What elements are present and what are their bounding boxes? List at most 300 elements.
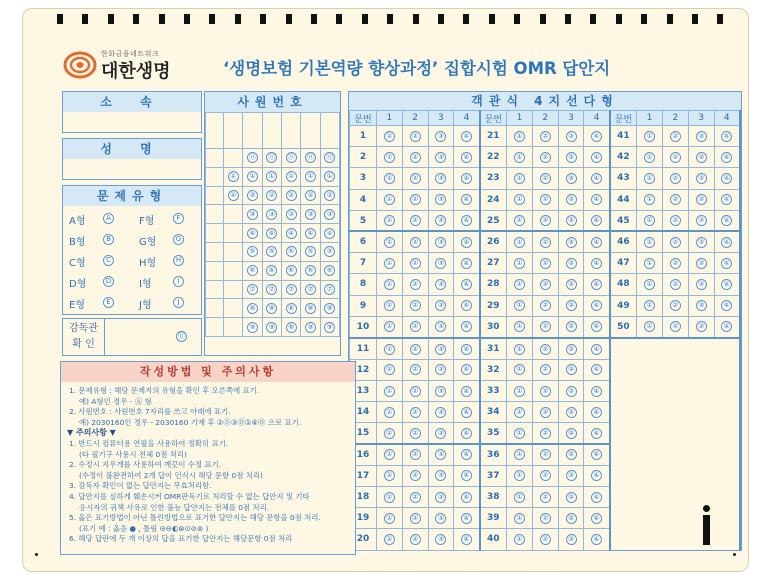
employee-digit-write-cell[interactable] (320, 113, 339, 149)
answer-cell (402, 423, 428, 444)
answer-bubble[interactable]: ③ (566, 386, 577, 397)
answer-bubble[interactable]: ① (384, 364, 395, 375)
answer-cell (376, 465, 402, 486)
employee-digit-write-cell[interactable] (281, 113, 300, 149)
employee-digit-bubble[interactable]: ⑦ (324, 284, 335, 295)
problem-type-bubble[interactable]: D (103, 276, 114, 287)
answer-bubble[interactable]: ② (540, 428, 551, 439)
answer-bubble[interactable]: ④ (721, 152, 732, 163)
answer-bubble[interactable]: ③ (435, 364, 446, 375)
answer-bubble[interactable]: ③ (696, 237, 707, 248)
answer-bubble[interactable]: ② (540, 513, 551, 524)
answer-bubble[interactable]: ③ (566, 321, 577, 332)
employee-digit-bubble[interactable]: ③ (305, 209, 316, 220)
answer-bubble[interactable]: ① (514, 194, 525, 205)
answer-bubble[interactable]: ④ (461, 321, 472, 332)
answer-bubble[interactable]: ③ (566, 492, 577, 503)
answer-bubble[interactable]: ④ (461, 131, 472, 142)
employee-digit-bubble[interactable]: ② (324, 190, 335, 201)
employee-digit-bubble[interactable]: ⑦ (286, 284, 297, 295)
answer-bubble[interactable]: ① (514, 364, 525, 375)
answer-bubble[interactable]: ① (384, 300, 395, 311)
employee-digit-bubble[interactable]: ② (286, 190, 297, 201)
answer-bubble[interactable]: ③ (566, 534, 577, 545)
answer-bubble[interactable]: ① (384, 344, 395, 355)
answer-bubble[interactable]: ③ (696, 300, 707, 311)
employee-digit-bubble[interactable]: ⑥ (305, 265, 316, 276)
supervisor-bubble[interactable]: ⑪ (178, 332, 185, 340)
answer-bubble[interactable]: ② (410, 152, 421, 163)
answer-bubble[interactable]: ③ (566, 194, 577, 205)
employee-digit-bubble[interactable]: ⑧ (324, 303, 335, 314)
problem-type-bubble[interactable]: J (173, 297, 184, 308)
answer-bubble[interactable]: ② (670, 237, 681, 248)
answer-bubble[interactable]: ③ (566, 300, 577, 311)
employee-digit-write-cell[interactable] (224, 113, 243, 149)
employee-digit-bubble[interactable]: ⑨ (305, 322, 316, 333)
answer-bubble[interactable]: ③ (435, 279, 446, 290)
answer-bubble[interactable]: ④ (461, 344, 472, 355)
answer-bubble[interactable]: ④ (591, 237, 602, 248)
answer-bubble[interactable]: ③ (435, 152, 446, 163)
answer-bubble[interactable]: ② (670, 321, 681, 332)
employee-digit-bubble[interactable]: ⑤ (305, 246, 316, 257)
employee-digit-write-cell[interactable] (262, 113, 281, 149)
answer-bubble[interactable]: ④ (591, 300, 602, 311)
answer-cell (714, 253, 740, 274)
employee-digit-bubble[interactable]: ⑤ (286, 246, 297, 257)
answer-bubble[interactable]: ④ (461, 407, 472, 418)
employee-digit-bubble[interactable]: ⑥ (286, 265, 297, 276)
answer-bubble[interactable]: ① (384, 258, 395, 269)
employee-digit-bubble[interactable]: ① (286, 171, 297, 182)
answer-bubble[interactable]: ③ (566, 513, 577, 524)
answer-bubble[interactable]: ④ (461, 279, 472, 290)
answer-bubble[interactable]: ① (384, 513, 395, 524)
answer-cell (558, 465, 584, 486)
answer-bubble[interactable]: ② (540, 386, 551, 397)
answer-bubble[interactable]: ③ (566, 364, 577, 375)
answer-bubble[interactable]: ④ (721, 173, 732, 184)
employee-digit-bubble[interactable]: ② (305, 190, 316, 201)
answer-bubble[interactable]: ② (540, 321, 551, 332)
answer-bubble[interactable]: ④ (721, 215, 732, 226)
answer-bubble[interactable]: ④ (461, 470, 472, 481)
answer-bubble[interactable]: ① (644, 173, 655, 184)
answer-bubble[interactable]: ④ (461, 449, 472, 460)
answer-bubble[interactable]: ③ (435, 131, 446, 142)
answer-bubble[interactable]: ① (514, 300, 525, 311)
answer-bubble[interactable]: ① (644, 321, 655, 332)
employee-digit-bubble[interactable]: ④ (324, 228, 335, 239)
employee-digit-bubble[interactable]: ① (228, 171, 239, 182)
answer-cell (454, 147, 480, 168)
answer-bubble[interactable]: ③ (435, 300, 446, 311)
answer-bubble[interactable]: ① (514, 534, 525, 545)
answer-bubble[interactable]: ① (514, 428, 525, 439)
answer-bubble[interactable]: ③ (566, 279, 577, 290)
employee-digit-bubble[interactable]: ⑦ (266, 284, 277, 295)
answer-bubble[interactable]: ④ (461, 428, 472, 439)
employee-digit-bubble[interactable]: ⑧ (247, 303, 258, 314)
employee-digit-bubble[interactable]: ⑨ (324, 322, 335, 333)
employee-digit-bubble[interactable]: ⑤ (266, 246, 277, 257)
answer-bubble[interactable]: ② (410, 131, 421, 142)
answer-bubble[interactable]: ④ (591, 215, 602, 226)
answer-bubble[interactable]: ② (410, 470, 421, 481)
question-number-header: 문번 (610, 111, 637, 126)
answer-bubble[interactable]: ② (540, 492, 551, 503)
answer-bubble[interactable]: ③ (435, 386, 446, 397)
answer-bubble[interactable]: ① (384, 173, 395, 184)
problem-type-bubble[interactable]: H (173, 255, 184, 266)
answer-bubble[interactable]: ④ (461, 258, 472, 269)
answer-bubble[interactable]: ② (670, 300, 681, 311)
answer-bubble[interactable]: ④ (461, 513, 472, 524)
question-number: 33 (480, 381, 507, 402)
answer-bubble[interactable]: ① (514, 279, 525, 290)
employee-digit-bubble[interactable]: ① (324, 171, 335, 182)
answer-bubble[interactable]: ④ (591, 386, 602, 397)
answer-bubble[interactable]: ① (384, 534, 395, 545)
answer-bubble[interactable]: ③ (435, 492, 446, 503)
employee-digit-bubble[interactable]: ① (247, 171, 258, 182)
answer-bubble[interactable]: ① (384, 428, 395, 439)
employee-digit-write-cell[interactable] (206, 113, 224, 149)
answer-bubble[interactable]: ③ (696, 215, 707, 226)
answer-bubble[interactable]: ③ (696, 194, 707, 205)
employee-digit-bubble[interactable]: ② (266, 190, 277, 201)
answer-bubble[interactable]: ② (410, 194, 421, 205)
answer-bubble[interactable]: ① (644, 194, 655, 205)
answer-bubble[interactable]: ② (540, 152, 551, 163)
answer-bubble[interactable]: ② (540, 173, 551, 184)
answer-bubble[interactable]: ② (410, 344, 421, 355)
answer-bubble[interactable]: ③ (435, 321, 446, 332)
answer-bubble[interactable]: ③ (696, 152, 707, 163)
answer-bubble[interactable]: ④ (461, 152, 472, 163)
answer-bubble[interactable]: ② (670, 279, 681, 290)
answer-bubble[interactable]: ③ (566, 131, 577, 142)
answer-bubble[interactable]: ② (540, 470, 551, 481)
answer-bubble[interactable]: ② (670, 194, 681, 205)
answer-bubble[interactable]: ② (540, 258, 551, 269)
answer-bubble[interactable]: ④ (721, 237, 732, 248)
answer-bubble[interactable]: ④ (591, 173, 602, 184)
answer-bubble[interactable]: ② (410, 279, 421, 290)
answer-bubble[interactable]: ① (644, 237, 655, 248)
employee-digit-write-cell[interactable] (301, 113, 320, 149)
answer-bubble[interactable]: ③ (566, 428, 577, 439)
employee-digit-bubble[interactable]: ⓪ (326, 153, 334, 162)
problem-type-bubble[interactable]: E (103, 297, 114, 308)
answer-bubble[interactable]: ③ (566, 237, 577, 248)
employee-digit-bubble[interactable]: ⑧ (286, 303, 297, 314)
answer-bubble[interactable]: ② (540, 407, 551, 418)
answer-bubble[interactable]: ④ (591, 344, 602, 355)
answer-bubble[interactable]: ③ (435, 258, 446, 269)
answer-bubble[interactable]: ② (410, 407, 421, 418)
answer-bubble[interactable]: ② (540, 449, 551, 460)
answer-bubble[interactable]: ④ (591, 279, 602, 290)
answer-bubble[interactable]: ④ (591, 364, 602, 375)
answer-bubble[interactable]: ② (410, 386, 421, 397)
answer-bubble[interactable]: ② (410, 237, 421, 248)
answer-bubble[interactable]: ③ (696, 321, 707, 332)
answer-bubble[interactable]: ④ (591, 152, 602, 163)
answer-bubble[interactable]: ① (384, 152, 395, 163)
answer-bubble[interactable]: ② (410, 215, 421, 226)
employee-digit-bubble[interactable]: ① (305, 171, 316, 182)
answer-bubble[interactable]: ④ (591, 321, 602, 332)
answer-bubble[interactable]: ② (670, 131, 681, 142)
answer-bubble[interactable]: ② (410, 364, 421, 375)
answer-bubble[interactable]: ② (410, 258, 421, 269)
employee-digit-bubble[interactable]: ⓪ (268, 153, 276, 162)
answer-bubble[interactable]: ① (514, 173, 525, 184)
answer-bubble[interactable]: ④ (461, 194, 472, 205)
question-number: 49 (610, 295, 637, 316)
answer-bubble[interactable]: ① (514, 407, 525, 418)
answer-bubble[interactable]: ③ (566, 258, 577, 269)
employee-digit-bubble[interactable]: ⑨ (247, 322, 258, 333)
answer-bubble[interactable]: ③ (566, 173, 577, 184)
timing-mark (108, 14, 114, 24)
problem-type-bubble[interactable]: A (103, 213, 114, 224)
employee-digit-bubble[interactable]: ⑨ (286, 322, 297, 333)
employee-digit-bubble[interactable]: ⓪ (306, 153, 314, 162)
answer-bubble[interactable]: ④ (721, 194, 732, 205)
answer-bubble[interactable]: ③ (435, 344, 446, 355)
answer-bubble[interactable]: ② (540, 215, 551, 226)
answer-bubble[interactable]: ③ (435, 237, 446, 248)
answer-bubble[interactable]: ③ (435, 449, 446, 460)
employee-digit-write-cell[interactable] (243, 113, 262, 149)
answer-bubble[interactable]: ① (384, 386, 395, 397)
answer-bubble[interactable]: ③ (566, 407, 577, 418)
answer-bubble[interactable]: ④ (591, 258, 602, 269)
employee-digit-bubble[interactable]: ⑧ (266, 303, 277, 314)
instruction-line: ▼ 주의사항 ▼ (67, 428, 116, 438)
answer-bubble[interactable]: ② (670, 173, 681, 184)
answer-bubble[interactable]: ① (644, 131, 655, 142)
answer-bubble[interactable]: ④ (591, 131, 602, 142)
employee-digit-bubble[interactable]: ③ (324, 209, 335, 220)
employee-digit-cell (262, 224, 281, 243)
answer-bubble[interactable]: ④ (461, 237, 472, 248)
answer-bubble[interactable]: ① (384, 407, 395, 418)
answer-bubble[interactable]: ① (514, 321, 525, 332)
answer-bubble[interactable]: ③ (435, 173, 446, 184)
employee-digit-bubble[interactable]: ④ (247, 228, 258, 239)
answer-bubble[interactable]: ③ (566, 152, 577, 163)
answer-bubble[interactable]: ① (644, 300, 655, 311)
answer-cell (688, 253, 714, 274)
answer-bubble[interactable]: ② (410, 300, 421, 311)
answer-bubble[interactable]: ④ (461, 386, 472, 397)
answer-bubble[interactable]: ④ (721, 321, 732, 332)
answer-bubble[interactable]: ④ (591, 428, 602, 439)
answer-cell (428, 402, 454, 423)
answer-bubble[interactable]: ② (670, 215, 681, 226)
answer-bubble[interactable]: ③ (566, 215, 577, 226)
answer-bubble[interactable]: ① (514, 131, 525, 142)
brand-name: 대한생명 (101, 61, 171, 82)
answer-bubble[interactable]: ③ (696, 131, 707, 142)
answer-bubble[interactable]: ① (384, 492, 395, 503)
employee-digit-bubble[interactable]: ⑤ (324, 246, 335, 257)
answer-bubble[interactable]: ③ (696, 258, 707, 269)
answer-cell (532, 529, 558, 550)
answer-bubble[interactable]: ① (514, 258, 525, 269)
answer-bubble[interactable]: ① (514, 215, 525, 226)
employee-digit-bubble[interactable]: ⓪ (287, 153, 295, 162)
answer-bubble[interactable]: ① (514, 492, 525, 503)
answer-cell (376, 168, 402, 189)
employee-digit-bubble[interactable]: ③ (247, 209, 258, 220)
answer-bubble[interactable]: ② (410, 173, 421, 184)
answer-bubble[interactable]: ② (540, 279, 551, 290)
answer-cell (688, 147, 714, 168)
answer-bubble[interactable]: ② (540, 237, 551, 248)
employee-digit-bubble[interactable]: ③ (266, 209, 277, 220)
answer-bubble[interactable]: ④ (461, 173, 472, 184)
employee-digit-bubble[interactable]: ④ (305, 228, 316, 239)
answer-bubble[interactable]: ② (410, 492, 421, 503)
answer-bubble[interactable]: ① (644, 258, 655, 269)
answer-bubble[interactable]: ④ (591, 470, 602, 481)
answer-bubble[interactable]: ② (410, 428, 421, 439)
answer-bubble[interactable]: ③ (566, 344, 577, 355)
answer-bubble[interactable]: ④ (591, 194, 602, 205)
problem-type-bubble[interactable]: B (103, 234, 114, 245)
answer-bubble[interactable]: ③ (435, 407, 446, 418)
answer-bubble[interactable]: ③ (435, 194, 446, 205)
answer-bubble[interactable]: ① (644, 279, 655, 290)
employee-digit-bubble[interactable]: ② (228, 190, 239, 201)
employee-digit-bubble[interactable]: ⑥ (247, 265, 258, 276)
employee-digit-bubble[interactable]: ⓪ (248, 153, 256, 162)
employee-digit-bubble[interactable]: ⑧ (305, 303, 316, 314)
instruction-line: 3. 감독자 확인이 없는 답안지는 무효처리함. (69, 481, 212, 491)
answer-cell (532, 210, 558, 231)
employee-digit-bubble[interactable]: ④ (286, 228, 297, 239)
answer-bubble[interactable]: ④ (721, 279, 732, 290)
answer-bubble[interactable]: ④ (461, 364, 472, 375)
answer-cell (558, 444, 584, 465)
answer-bubble[interactable]: ② (670, 258, 681, 269)
answer-bubble[interactable]: ① (644, 215, 655, 226)
problem-type-bubble[interactable]: G (173, 234, 184, 245)
answer-bubble[interactable]: ④ (591, 534, 602, 545)
employee-digit-bubble[interactable]: ⑨ (266, 322, 277, 333)
answer-bubble[interactable]: ② (410, 513, 421, 524)
answer-bubble[interactable]: ① (384, 321, 395, 332)
answer-bubble[interactable]: ④ (591, 513, 602, 524)
answer-bubble[interactable]: ③ (435, 513, 446, 524)
answer-bubble[interactable]: ③ (435, 534, 446, 545)
employee-digit-bubble[interactable]: ⑦ (305, 284, 316, 295)
answer-bubble[interactable]: ② (670, 152, 681, 163)
answer-bubble[interactable]: ① (514, 513, 525, 524)
answer-bubble[interactable]: ① (514, 470, 525, 481)
employee-digit-bubble[interactable]: ⑦ (247, 284, 258, 295)
answer-bubble[interactable]: ① (514, 449, 525, 460)
answer-bubble[interactable]: ② (540, 194, 551, 205)
answer-cell (637, 189, 663, 210)
answer-bubble[interactable]: ③ (696, 173, 707, 184)
employee-digit-bubble[interactable]: ④ (266, 228, 277, 239)
employee-digit-bubble[interactable]: ⑤ (247, 246, 258, 257)
question-number: 42 (610, 147, 637, 168)
problem-type-bubble[interactable]: I (173, 276, 184, 287)
employee-digit-bubble[interactable]: ① (266, 171, 277, 182)
answer-bubble[interactable]: ② (410, 534, 421, 545)
answer-bubble[interactable]: ② (540, 534, 551, 545)
answer-cell (584, 359, 610, 380)
answer-bubble[interactable]: ④ (461, 215, 472, 226)
answer-bubble[interactable]: ① (384, 194, 395, 205)
answer-bubble[interactable]: ④ (591, 492, 602, 503)
problem-type-label: C형 (69, 258, 86, 269)
answer-bubble[interactable]: ③ (435, 215, 446, 226)
answer-bubble[interactable]: ① (384, 215, 395, 226)
answer-cell (428, 508, 454, 529)
answer-bubble[interactable]: ② (540, 344, 551, 355)
answer-bubble[interactable]: ④ (461, 492, 472, 503)
answer-cell (714, 147, 740, 168)
answer-bubble[interactable]: ③ (435, 470, 446, 481)
answer-cell (714, 465, 740, 486)
answer-bubble[interactable]: ③ (435, 428, 446, 439)
answer-cell (454, 529, 480, 550)
answer-bubble[interactable]: ③ (566, 470, 577, 481)
answer-bubble[interactable]: ① (514, 237, 525, 248)
answer-bubble[interactable]: ① (644, 152, 655, 163)
problem-type-bubble[interactable]: F (173, 213, 184, 224)
answer-bubble[interactable]: ④ (721, 258, 732, 269)
answer-bubble[interactable]: ④ (591, 449, 602, 460)
answer-bubble[interactable]: ① (384, 279, 395, 290)
answer-bubble[interactable]: ③ (566, 449, 577, 460)
answer-bubble[interactable]: ① (514, 152, 525, 163)
answer-bubble[interactable]: ① (384, 470, 395, 481)
answer-bubble[interactable]: ② (540, 300, 551, 311)
answer-bubble[interactable]: ② (540, 364, 551, 375)
employee-digit-bubble[interactable]: ② (247, 190, 258, 201)
problem-type-bubble[interactable]: C (103, 255, 114, 266)
answer-bubble[interactable]: ④ (591, 407, 602, 418)
employee-digit-bubble[interactable]: ⑥ (324, 265, 335, 276)
answer-bubble[interactable]: ① (384, 131, 395, 142)
employee-digit-cell (320, 242, 339, 261)
employee-digit-bubble[interactable]: ⑥ (266, 265, 277, 276)
answer-bubble[interactable]: ① (384, 237, 395, 248)
employee-digit-bubble[interactable]: ③ (286, 209, 297, 220)
answer-bubble[interactable]: ② (410, 321, 421, 332)
answer-bubble[interactable]: ① (384, 449, 395, 460)
answer-bubble[interactable]: ① (514, 344, 525, 355)
answer-bubble[interactable]: ④ (721, 300, 732, 311)
answer-bubble[interactable]: ④ (721, 131, 732, 142)
answer-bubble[interactable]: ④ (461, 534, 472, 545)
answer-bubble[interactable]: ④ (461, 300, 472, 311)
answer-bubble[interactable]: ② (410, 449, 421, 460)
answer-bubble[interactable]: ③ (696, 279, 707, 290)
answer-bubble[interactable]: ① (514, 386, 525, 397)
employee-digit-cell (301, 167, 320, 186)
answer-bubble[interactable]: ② (540, 131, 551, 142)
